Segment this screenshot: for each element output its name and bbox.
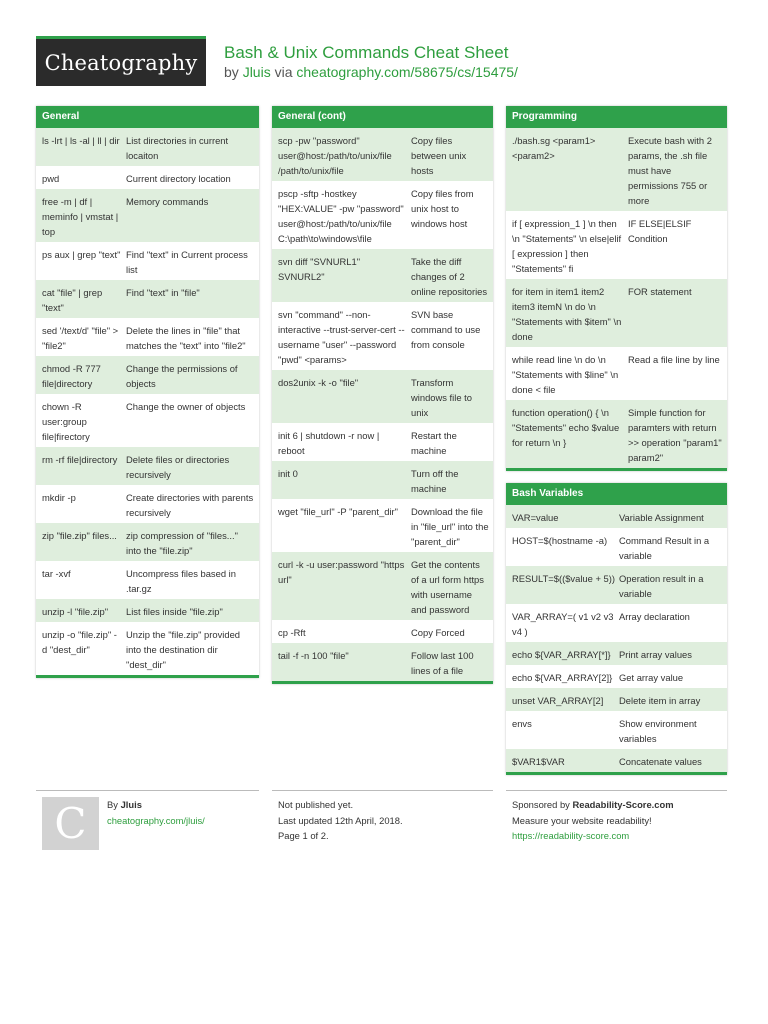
command-cell: tar -xvf xyxy=(42,568,71,579)
command-cell: svn diff "SVNURL1" SVNURL2" xyxy=(278,256,361,282)
table-row xyxy=(36,485,259,523)
table-row xyxy=(36,318,259,356)
command-cell: wget "file_url" -P "parent_dir" xyxy=(278,506,398,517)
command-cell: dos2unix -k -o "file" xyxy=(278,377,359,388)
table-row xyxy=(506,211,727,279)
table-row xyxy=(36,523,259,561)
table-row xyxy=(36,622,259,675)
section-title: Bash Variables xyxy=(506,483,727,505)
command-cell: rm -rf file|directory xyxy=(42,454,118,465)
column-2 xyxy=(272,106,493,696)
table-row xyxy=(506,642,727,665)
footer-sponsor-name[interactable]: Readability-Score.com xyxy=(572,799,674,810)
command-cell: init 6 | shutdown -r now | reboot xyxy=(278,430,380,456)
command-cell: unzip -o "file.zip" -d "dest_dir" xyxy=(42,629,117,655)
footer-status-block xyxy=(278,797,403,844)
table-row xyxy=(506,566,727,604)
command-cell: for item in item1 item2 item3 itemN \n do \n "Statements with $item" \n done xyxy=(512,286,622,342)
footer-author-link[interactable]: cheatography.com/jluis/ xyxy=(107,814,205,826)
footer-divider xyxy=(506,790,727,791)
command-cell: curl -k -u user:password "https url" xyxy=(278,559,405,585)
command-cell: VAR_ARRAY=( v1 v2 v3 v4 ) xyxy=(512,611,614,637)
description-cell: Download the file in "file_url" into the "parent_dir" xyxy=(411,506,489,547)
command-cell: chown -R user:group file|firectory xyxy=(42,401,90,442)
table-row xyxy=(36,447,259,485)
table-row xyxy=(506,528,727,566)
section-rows xyxy=(272,128,493,681)
description-cell: Take the diff changes of 2 online repositories xyxy=(411,256,488,297)
table-row xyxy=(506,128,727,211)
table-row xyxy=(36,599,259,622)
command-cell: chmod -R 777 file|directory xyxy=(42,363,101,389)
table-row xyxy=(36,166,259,189)
description-cell: Print array values xyxy=(619,649,692,660)
footer-sponsored-label: Sponsored by xyxy=(512,799,570,810)
footer-author-name[interactable]: Jluis xyxy=(120,799,142,810)
table-row xyxy=(272,370,493,423)
table-row xyxy=(36,189,259,242)
command-cell: while read line \n do \n "Statements with $line" \n done < file xyxy=(512,354,619,395)
footer-page: Page 1 of 2. xyxy=(278,830,329,841)
section-footer-bar xyxy=(506,468,727,471)
section-rows xyxy=(506,505,727,772)
command-cell: ./bash.sg <param1> <param2> xyxy=(512,135,596,161)
command-cell: zip "file.zip" files... xyxy=(42,530,117,541)
section-programming xyxy=(506,106,727,471)
section-rows xyxy=(506,128,727,468)
description-cell: Variable Assignment xyxy=(619,512,704,523)
footer-by-label: By xyxy=(107,799,118,810)
table-row xyxy=(272,423,493,461)
description-cell: Get array value xyxy=(619,672,684,683)
table-row xyxy=(272,620,493,643)
command-cell: free -m | df | meminfo | vmstat | top xyxy=(42,196,119,237)
description-cell: Change the owner of objects xyxy=(126,401,246,412)
command-cell: svn "command" --non-interactive --trust-server-cert --username "user" --password "pwd" <params> xyxy=(278,309,405,365)
command-cell: pscp -sftp -hostkey "HEX:VALUE" -pw "password" user@host:/path/to/unix/file C:\path\to\windows\file xyxy=(278,188,404,244)
description-cell: Concatenate values xyxy=(619,756,702,767)
byline-via: via xyxy=(274,64,293,80)
footer-status: Not published yet. xyxy=(278,799,354,810)
section-footer-bar xyxy=(36,675,259,678)
description-cell: Turn off the machine xyxy=(411,468,459,494)
table-row xyxy=(506,665,727,688)
description-cell: Get the contents of a url form https with username and password xyxy=(411,559,484,615)
command-cell: cp -Rft xyxy=(278,627,306,638)
sheet-url-link[interactable]: cheatography.com/58675/cs/15475/ xyxy=(296,64,518,80)
section-general xyxy=(36,106,259,678)
command-cell: ps aux | grep "text" xyxy=(42,249,121,260)
table-row xyxy=(36,356,259,394)
description-cell: Restart the machine xyxy=(411,430,457,456)
table-row xyxy=(506,688,727,711)
command-cell: echo ${VAR_ARRAY[*]} xyxy=(512,649,611,660)
column-3 xyxy=(506,106,727,787)
table-row xyxy=(506,711,727,749)
footer-author-line xyxy=(107,797,205,813)
description-cell: Find "text" in "file" xyxy=(126,287,200,298)
author-link[interactable]: Jluis xyxy=(242,64,271,80)
section-footer-bar xyxy=(506,772,727,775)
section-general-cont xyxy=(272,106,493,684)
command-cell: unzip -l "file.zip" xyxy=(42,606,109,617)
command-cell: mkdir -p xyxy=(42,492,76,503)
command-cell: function operation() { \n "Statements" echo $value for return \n } xyxy=(512,407,620,448)
table-row xyxy=(36,394,259,447)
command-cell: HOST=$(hostname -a) xyxy=(512,535,608,546)
description-cell: List files inside "file.zip" xyxy=(126,606,223,617)
command-cell: unset VAR_ARRAY[2] xyxy=(512,695,604,706)
footer-divider xyxy=(272,790,493,791)
command-cell: sed '/text/d' "file" > "file2" xyxy=(42,325,119,351)
description-cell: Show environment variables xyxy=(619,718,697,744)
footer-sponsor-line xyxy=(512,797,674,813)
description-cell: Memory commands xyxy=(126,196,209,207)
command-cell: pwd xyxy=(42,173,60,184)
table-row xyxy=(272,128,493,181)
command-cell: tail -f -n 100 "file" xyxy=(278,650,349,661)
description-cell: Change the permissions of objects xyxy=(126,363,238,389)
table-row xyxy=(506,505,727,528)
description-cell: Delete item in array xyxy=(619,695,701,706)
table-row xyxy=(272,552,493,620)
byline-by: by xyxy=(224,64,239,80)
table-row xyxy=(506,604,727,642)
table-row xyxy=(506,347,727,400)
footer-updated: Last updated 12th April, 2018. xyxy=(278,814,403,826)
section-rows xyxy=(36,128,259,675)
site-logo[interactable] xyxy=(36,36,206,86)
table-row xyxy=(506,279,727,347)
section-title: General xyxy=(36,106,259,128)
description-cell: zip compression of "files..." into the "file.zip" xyxy=(126,530,238,556)
command-cell: VAR=value xyxy=(512,512,559,523)
description-cell: Copy files from unix host to windows host xyxy=(411,188,474,229)
command-cell: init 0 xyxy=(278,468,298,479)
section-title: Programming xyxy=(506,106,727,128)
description-cell: Execute bash with 2 params, the .sh file must have permissions 755 or more xyxy=(628,135,712,206)
description-cell: Current directory location xyxy=(126,173,231,184)
table-row xyxy=(36,280,259,318)
description-cell: Create directories with parents recursively xyxy=(126,492,254,518)
command-cell: ls -lrt | ls -al | ll | dir xyxy=(42,135,120,146)
byline xyxy=(224,64,518,80)
description-cell: Copy Forced xyxy=(411,627,465,638)
description-cell: IF ELSE|ELSIF Condition xyxy=(628,218,692,244)
table-row xyxy=(506,749,727,772)
description-cell: List directories in current locaiton xyxy=(126,135,229,161)
command-cell: if [ expression_1 ] \n then \n "Statements" \n else|elif [ expression ] then "Statements" fi xyxy=(512,218,622,274)
table-row xyxy=(272,181,493,249)
table-row xyxy=(272,643,493,681)
command-cell: $VAR1$VAR xyxy=(512,756,565,767)
description-cell: Find "text" in Current process list xyxy=(126,249,248,275)
description-cell: Copy files between unix hosts xyxy=(411,135,467,176)
command-cell: envs xyxy=(512,718,532,729)
table-row xyxy=(272,499,493,552)
command-cell: RESULT=$(($value + 5)) xyxy=(512,573,615,584)
footer-divider xyxy=(36,790,259,791)
table-row xyxy=(272,249,493,302)
avatar[interactable] xyxy=(42,797,99,850)
command-cell: scp -pw "password" user@host:/path/to/unix/file /path/to/unix/file xyxy=(278,135,392,176)
description-cell: Uncompress files based in .tar.gz xyxy=(126,568,236,594)
table-row xyxy=(506,400,727,468)
footer-sponsor-text: Measure your website readability! xyxy=(512,814,652,826)
column-1 xyxy=(36,106,259,690)
description-cell: Follow last 100 lines of a file xyxy=(411,650,474,676)
table-row xyxy=(36,128,259,166)
footer-author-block xyxy=(107,797,205,828)
description-cell: Delete files or directories recursively xyxy=(126,454,230,480)
description-cell: Command Result in a variable xyxy=(619,535,710,561)
command-cell: echo ${VAR_ARRAY[2]} xyxy=(512,672,613,683)
table-row xyxy=(272,302,493,370)
description-cell: FOR statement xyxy=(628,286,692,297)
description-cell: Delete the lines in "file" that matches the "text" into "file2" xyxy=(126,325,246,351)
description-cell: SVN base command to use from console xyxy=(411,309,481,350)
description-cell: Operation result in a variable xyxy=(619,573,704,599)
command-cell: cat "file" | grep "text" xyxy=(42,287,103,313)
table-row xyxy=(36,561,259,599)
page-title: Bash & Unix Commands Cheat Sheet xyxy=(224,43,509,62)
description-cell: Read a file line by line xyxy=(628,354,720,365)
logo-text: Cheatography xyxy=(44,50,198,75)
description-cell: Simple function for paramters with return >> operation "param1" param2" xyxy=(628,407,722,463)
footer-sponsor-link[interactable]: https://readability-score.com xyxy=(512,830,630,841)
description-cell: Unzip the "file.zip" provided into the destination dir "dest_dir" xyxy=(126,629,241,670)
table-row xyxy=(36,242,259,280)
description-cell: Transform windows file to unix xyxy=(411,377,472,418)
footer-sponsor-block xyxy=(512,797,674,844)
section-footer-bar xyxy=(272,681,493,684)
section-bash-variables xyxy=(506,483,727,775)
section-title: General (cont) xyxy=(272,106,493,128)
table-row xyxy=(272,461,493,499)
avatar-letter: C xyxy=(54,799,87,848)
description-cell: Array declaration xyxy=(619,611,690,622)
